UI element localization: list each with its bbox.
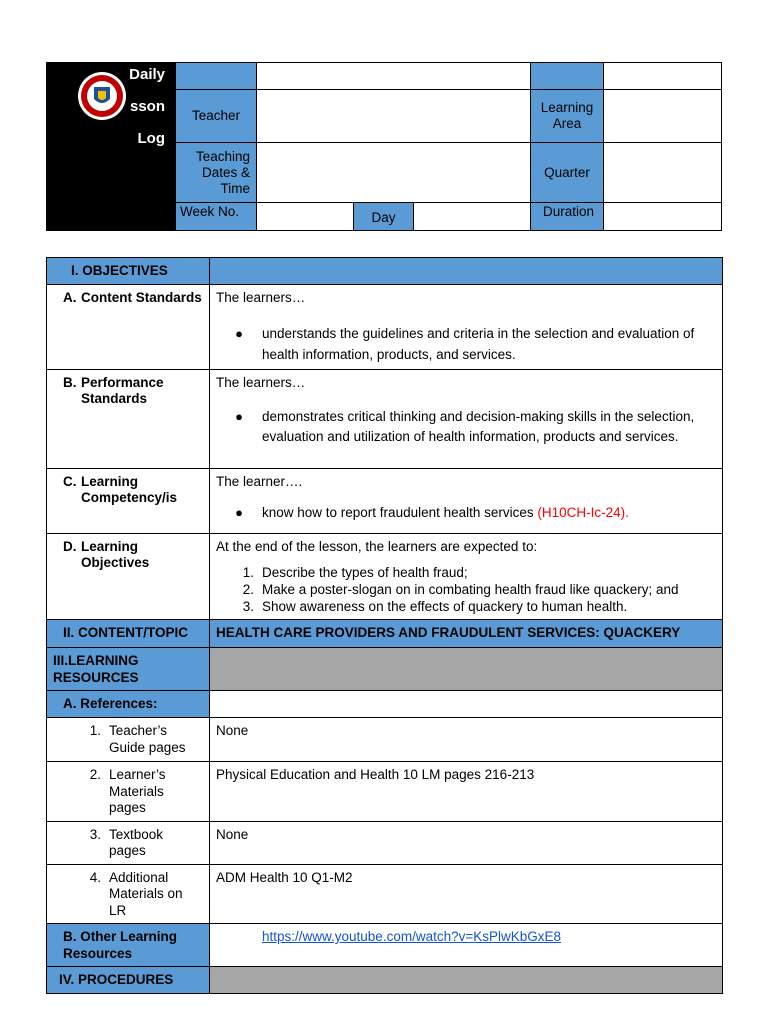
quarter-value-cell[interactable] <box>604 143 722 203</box>
objective-item: 2. Make a poster-slogan on in combating health fraud like quackery; and <box>242 582 679 597</box>
youtube-link[interactable]: https://www.youtube.com/watch?v=KsPlwKbGxE8 <box>262 929 562 944</box>
performance-standards-intro: The learners… <box>216 374 306 390</box>
objective-item: 3. Show awareness on the effects of quackery to human health. <box>242 599 628 614</box>
content-standards-text: understands the guidelines and criteria in the selection and evaluation of health information, products, and services. <box>262 325 695 362</box>
teachers-guide-label: 1. Teacher’s Guide pages <box>47 718 210 762</box>
content-standards-cell <box>210 285 723 370</box>
other-resources-label: B. Other Learning Resources <box>47 924 210 967</box>
grade-level-label-cell <box>531 63 604 90</box>
day-label: Day <box>354 203 414 230</box>
learning-objectives-cell <box>210 533 723 620</box>
textbook-pages-value: None <box>210 821 723 864</box>
references-label: A. References: <box>47 691 210 718</box>
learning-area-value-cell[interactable] <box>604 90 722 143</box>
learning-competency-cell <box>210 468 723 533</box>
additional-materials-value: ADM Health 10 Q1-M2 <box>210 864 723 924</box>
learning-area-label: Learning Area <box>531 90 604 143</box>
header-table <box>46 62 722 231</box>
objective-item: 1. Describe the types of health fraud; <box>242 565 468 580</box>
bullet-icon: ● <box>235 505 243 520</box>
learning-objectives-intro: At the end of the lesson, the learners are expected to: <box>216 538 538 554</box>
additional-materials-label: 4. Additional Materials on LR <box>47 864 210 924</box>
teaching-dates-value-cell[interactable] <box>257 143 531 203</box>
learners-materials-label: 2. Learner’s Materials pages <box>47 762 210 822</box>
teacher-value-cell[interactable] <box>257 90 531 143</box>
textbook-pages-label: 3. Textbook pages <box>47 821 210 864</box>
performance-standards-label: B. Performance Standards <box>47 369 210 468</box>
title-text: Daily sson Log <box>129 66 165 147</box>
content-standards-intro: The learners… <box>216 290 306 305</box>
learning-competency-label: C. Learning Competency/is <box>47 468 210 533</box>
day-value-cell[interactable] <box>414 203 531 230</box>
daily-lesson-log-title <box>47 63 176 231</box>
duration-label: Duration <box>531 203 604 231</box>
school-label-cell <box>176 63 257 90</box>
learning-competency-text: know how to report fraudulent health services <box>262 505 538 520</box>
lesson-table <box>46 257 723 994</box>
learning-competency-intro: The learner…. <box>216 473 303 489</box>
other-resources-cell <box>210 924 723 967</box>
performance-standards-text: demonstrates critical thinking and decision-making skills in the selection, evaluation and utilization of health information, products and services. <box>262 409 695 444</box>
school-value-cell[interactable] <box>257 63 531 90</box>
content-topic-value: HEALTH CARE PROVIDERS AND FRAUDULENT SERVICES: QUACKERY <box>210 620 723 648</box>
duration-value-cell[interactable] <box>604 203 722 231</box>
week-day-cell <box>257 203 531 231</box>
bullet-icon: ● <box>235 409 243 424</box>
references-value-cell <box>210 691 723 718</box>
competency-code: (H10CH-Ic-24). <box>537 505 629 520</box>
week-no-label: Week No. <box>176 203 257 231</box>
teacher-label: Teacher <box>176 90 257 143</box>
performance-standards-cell <box>210 369 723 468</box>
bullet-icon: ● <box>235 325 243 341</box>
week-no-value-cell[interactable] <box>257 203 354 230</box>
procedures-blank <box>210 967 723 994</box>
learners-materials-value: Physical Education and Health 10 LM pages 216-213 <box>210 762 723 822</box>
teaching-dates-label: Teaching Dates & Time <box>176 143 257 203</box>
objectives-heading: I. OBJECTIVES <box>47 258 210 285</box>
teachers-guide-value: None <box>210 718 723 762</box>
objectives-heading-blank <box>210 258 723 285</box>
grade-level-value-cell[interactable] <box>604 63 722 90</box>
deped-seal-icon <box>77 71 127 121</box>
quarter-label: Quarter <box>531 143 604 203</box>
learning-resources-label: III.LEARNING RESOURCES <box>47 648 210 691</box>
learning-objectives-label: D. Learning Objectives <box>47 533 210 620</box>
content-topic-label: II. CONTENT/TOPIC <box>47 620 210 648</box>
procedures-heading: IV. PROCEDURES <box>47 967 210 994</box>
content-standards-label: A. Content Standards <box>47 285 210 370</box>
learning-resources-blank <box>210 648 723 691</box>
